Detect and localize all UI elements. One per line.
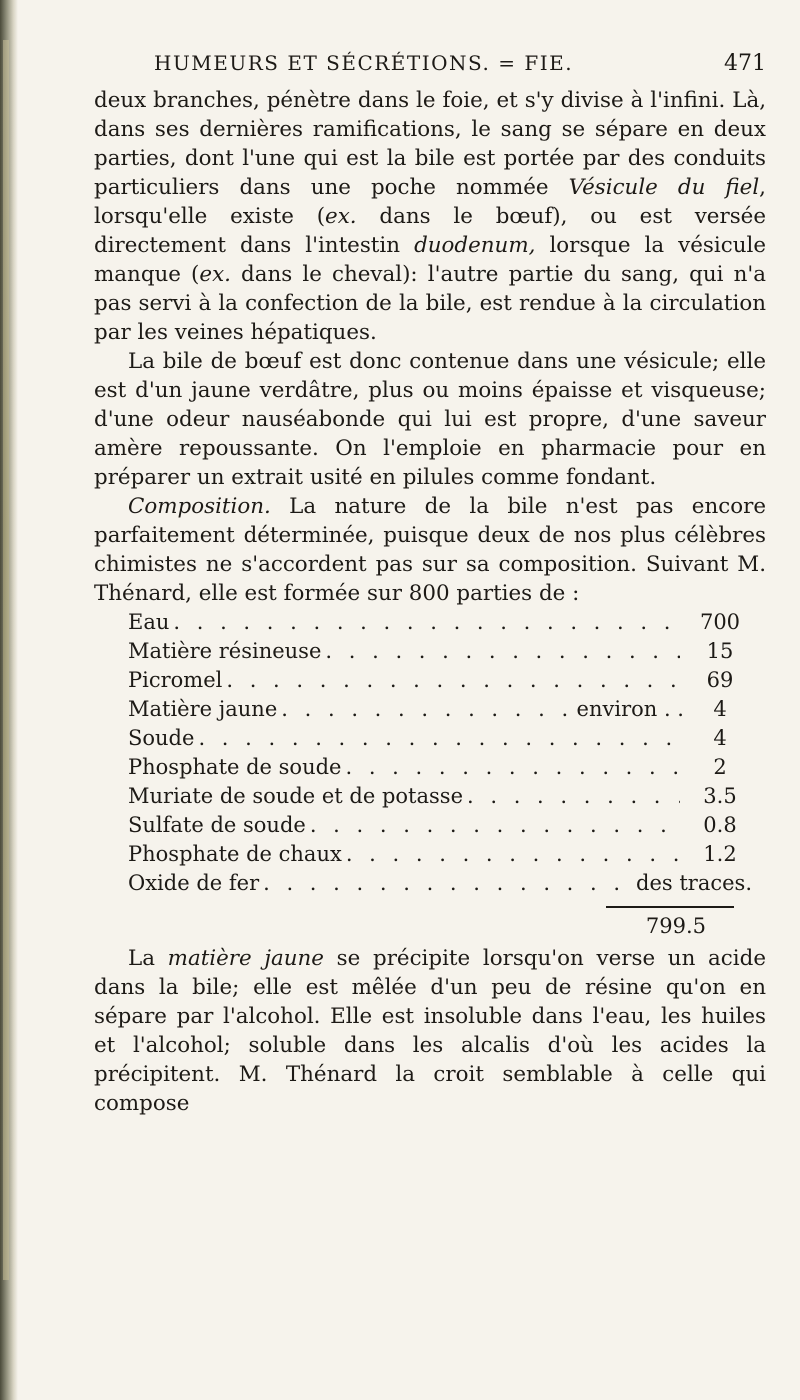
body-text bbox=[94, 86, 766, 1118]
composition-row bbox=[128, 637, 752, 666]
paragraph-4 bbox=[94, 944, 766, 1118]
abbr-ex-1: ex. bbox=[325, 204, 357, 229]
page-number: 471 bbox=[724, 51, 766, 76]
paragraph-1-mid1: , lorsqu'elle existe ( bbox=[94, 175, 766, 229]
component-value: 700 bbox=[699, 610, 741, 634]
composition-row bbox=[128, 753, 752, 782]
component-value: 1.2 bbox=[703, 842, 737, 866]
book-binding-edge bbox=[0, 0, 18, 1400]
composition-row bbox=[128, 724, 752, 753]
component-value: 0.8 bbox=[703, 813, 737, 837]
paragraph-4-lead: La bbox=[128, 946, 168, 971]
component-value: 4 bbox=[713, 726, 727, 750]
leader-dots bbox=[325, 637, 680, 666]
paragraph-1-lead: deux branches, pénètre dans le foie, et s'y divise à l'infini. Là, dans ses dernières ramifications, le sang se sépare en deux parties, dont l'une qui est la bile est portée par des conduits particuliers dans une poche nommée bbox=[94, 88, 766, 200]
component-name: Muriate de soude et de potasse bbox=[128, 784, 463, 808]
paragraph-1-mid3: lorsque la vésicule manque ( bbox=[94, 233, 766, 287]
paragraph-4-text: se précipite lorsqu'on verse un acide dans la bile; elle est mêlée d'un peu de résine qu'on en sépare par l'alcohol. Elle est insoluble dans l'eau, les huiles et l'alcohol; soluble dans les alcalis d'où les acides la précipitent. M. Thénard la croit semblable à celle qui compose bbox=[94, 946, 766, 1116]
component-name: Soude bbox=[128, 726, 195, 750]
running-head-title: HUMEURS ET SÉCRÉTIONS. = FIE. bbox=[154, 51, 574, 75]
component-value: 3.5 bbox=[703, 784, 737, 808]
composition-total bbox=[128, 908, 752, 944]
component-name: Matière jaune bbox=[128, 697, 278, 721]
leader-dots bbox=[467, 782, 680, 811]
composition-row bbox=[128, 608, 752, 637]
leader-dots bbox=[263, 869, 628, 898]
leader-dots bbox=[198, 724, 680, 753]
component-qualifier: environ . . bbox=[576, 697, 684, 721]
paragraph-1-tail: dans le cheval): l'autre partie du sang, qui n'a pas servi à la confection de la bile, est rendue à la circulation par les veines hépatiques. bbox=[94, 262, 766, 345]
leader-dots bbox=[310, 811, 680, 840]
component-name: Picromel bbox=[128, 668, 223, 692]
component-name: Sulfate de soude bbox=[128, 813, 306, 837]
leader-dots bbox=[226, 666, 680, 695]
leader-dots bbox=[281, 695, 572, 724]
leader-dots bbox=[346, 840, 680, 869]
book-page bbox=[94, 44, 766, 1118]
component-name: Eau bbox=[128, 610, 170, 634]
composition-row bbox=[128, 695, 752, 724]
composition-row bbox=[128, 666, 752, 695]
component-name: Phosphate de chaux bbox=[128, 842, 342, 866]
composition-table bbox=[94, 608, 766, 944]
component-name: Phosphate de soude bbox=[128, 755, 342, 779]
total-value: 799.5 bbox=[645, 914, 706, 938]
term-vesicule-du-fiel: Vésicule du fiel bbox=[568, 175, 760, 200]
component-value: 2 bbox=[713, 755, 727, 779]
term-duodenum: duodenum, bbox=[414, 233, 536, 258]
component-value: 4 bbox=[713, 697, 727, 721]
leader-dots bbox=[173, 608, 680, 637]
paragraph-1 bbox=[94, 86, 766, 347]
paragraph-3-text: La nature de la bile n'est pas encore parfaitement déterminée, puisque deux de nos plus célèbres chimistes ne s'accordent pas sur sa composition. Suivant M. Thénard, elle est formée sur 800 parties de : bbox=[94, 494, 766, 606]
paragraph-3 bbox=[94, 492, 766, 608]
abbr-ex-2: ex. bbox=[199, 262, 231, 287]
component-value: des traces. bbox=[636, 871, 752, 895]
composition-row bbox=[128, 782, 752, 811]
composition-row bbox=[128, 811, 752, 840]
component-name: Oxide de fer bbox=[128, 871, 260, 895]
composition-row bbox=[128, 840, 752, 869]
component-name: Matière résineuse bbox=[128, 639, 322, 663]
section-label-composition: Composition. bbox=[128, 494, 271, 519]
composition-row bbox=[128, 869, 752, 898]
running-head bbox=[94, 44, 766, 82]
leader-dots bbox=[345, 753, 680, 782]
term-matiere-jaune: matière jaune bbox=[167, 946, 324, 971]
paragraph-2: La bile de bœuf est donc contenue dans une vésicule; elle est d'un jaune verdâtre, plus ou moins épaisse et visqueuse; d'une odeur nauséabonde qui lui est propre, d'une saveur amère repoussante. On l'emploie en pharmacie pour en préparer un extrait usité en pilules comme fondant. bbox=[94, 349, 766, 490]
component-value: 69 bbox=[706, 668, 734, 692]
component-value: 15 bbox=[706, 639, 734, 663]
paragraph-1-mid2: dans le bœuf), ou est versée directement dans l'intestin bbox=[94, 204, 766, 258]
